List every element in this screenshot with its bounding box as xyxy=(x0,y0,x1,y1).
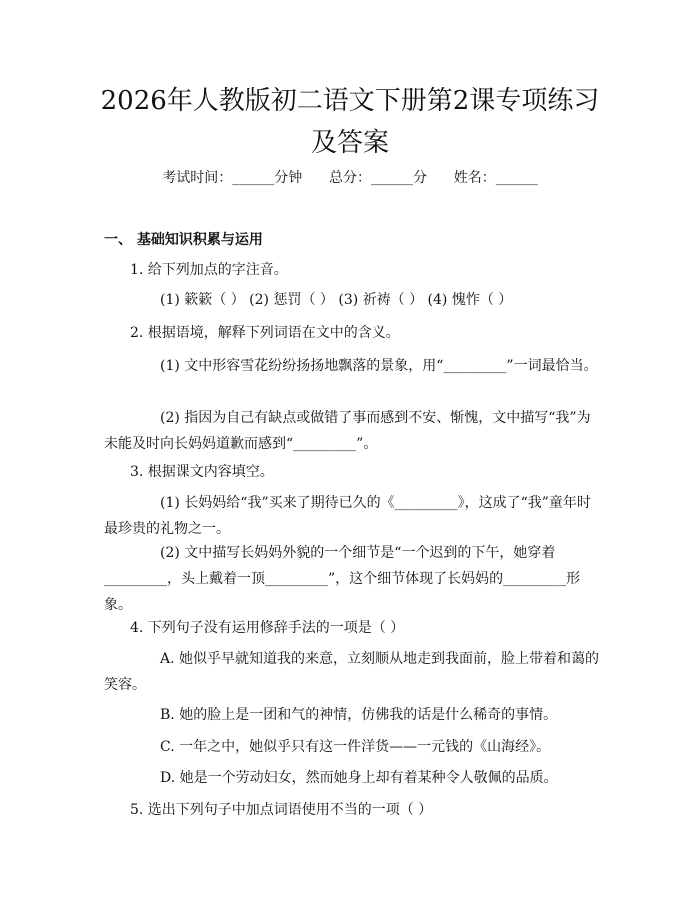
question-5-stem: 5. 选出下列句子中加点词语使用不当的一项（ ） xyxy=(130,802,433,818)
question-1-stem: 1. 给下列加点的字注音。 xyxy=(130,262,288,278)
question-4-stem: 4. 下列句子没有运用修辞手法的一项是（ ） xyxy=(130,620,405,636)
question-4-option-d: D. 她是一个劳动妇女，然而她身上却有着某种令人敬佩的品质。 xyxy=(160,770,558,786)
question-1-options: (1) 簌簌（ ） (2) 惩罚（ ） (3) 祈祷（ ） (4) 愧怍（ ） xyxy=(160,292,513,308)
page-title: 2026年人教版初二语文下册第2课专项练习及答案 xyxy=(100,86,600,158)
question-4-option-b: B. 她的脸上是一团和气的神情，仿佛我的话是什么稀奇的事情。 xyxy=(160,707,558,723)
question-3-part-2: (2) 文中描写长妈妈外貌的一个细节是“一个迟到的下午，她穿着_________，头上戴着一顶_________”，这个细节体现了长妈妈的_________形象。 xyxy=(104,545,581,613)
section-heading: 一、 基础知识积累与运用 xyxy=(104,232,263,248)
question-2-part-2: (2) 指因为自己有缺点或做错了事而感到不安、惭愧，文中描写“我”为未能及时向长妈妈道歉而感到“_________”。 xyxy=(104,410,591,452)
question-2-part-1: (1) 文中形容雪花纷纷扬扬地飘落的景象，用“_________”一词最恰当。 xyxy=(160,358,598,374)
question-3-stem: 3. 根据课文内容填空。 xyxy=(130,464,274,480)
exam-meta-line: 考试时间：______分钟 总分：______分 姓名：______ xyxy=(162,170,538,186)
question-4-option-a: A. 她似乎早就知道我的来意，立刻顺从地走到我面前，脸上带着和蔼的笑容。 xyxy=(104,651,600,693)
question-3-part-1: (1) 长妈妈给“我”买来了期待已久的《_________》，这成了“我”童年时最珍贵的礼物之一。 xyxy=(104,495,591,537)
question-4-option-c: C. 一年之中，她似乎只有这一件洋货——一元钱的《山海经》。 xyxy=(160,739,551,755)
question-2-stem: 2. 根据语境，解释下列词语在文中的含义。 xyxy=(130,325,400,341)
